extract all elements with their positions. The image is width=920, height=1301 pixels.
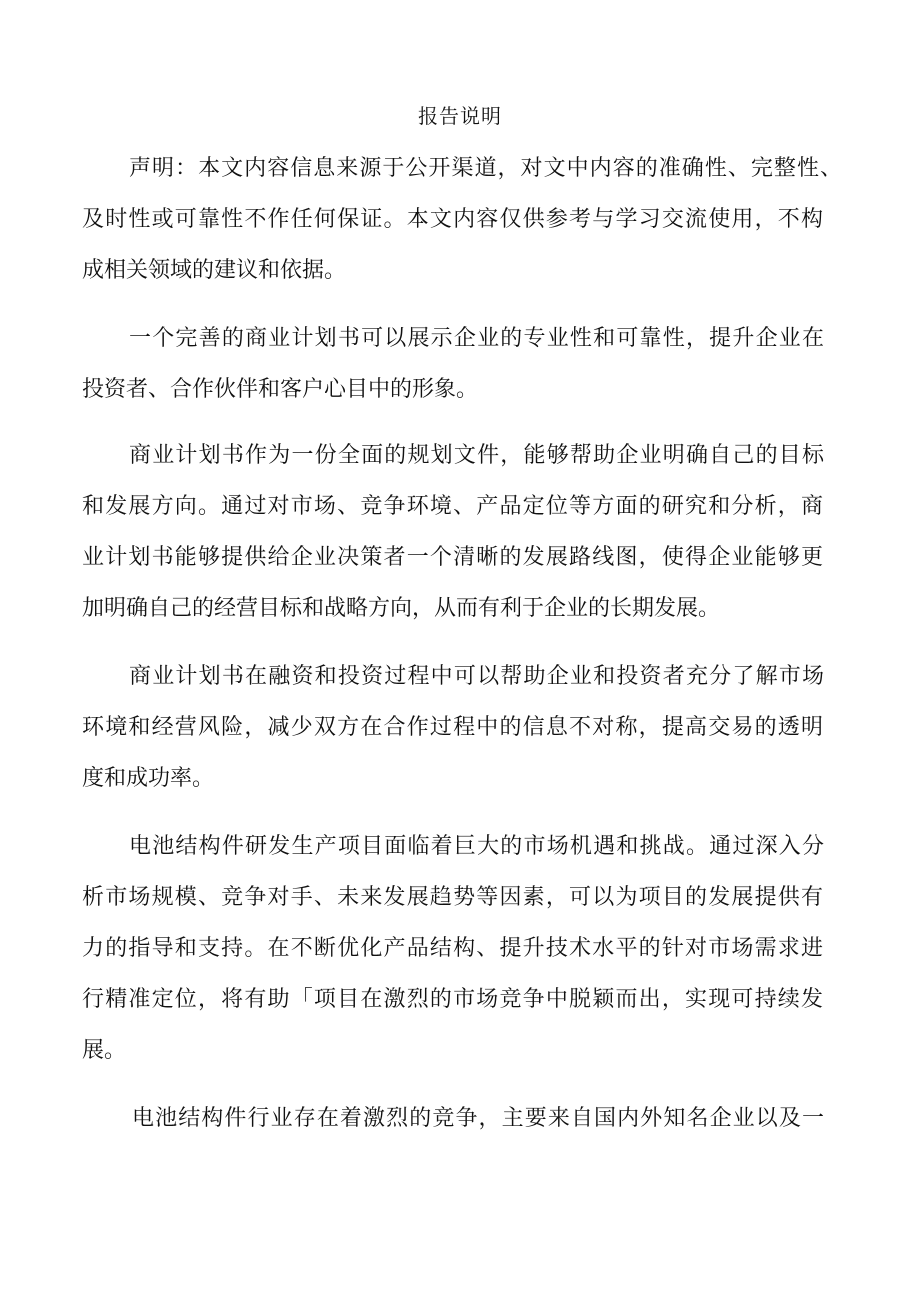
text-line: 投资者、合作伙伴和客户心目中的形象。	[82, 377, 479, 402]
text-line: 声明：本文内容信息来源于公开渠道，对文中内容的准确性、完整性、	[129, 156, 842, 181]
text-line: 环境和经营风险，减少双方在合作过程中的信息不对称，提高交易的透明	[82, 715, 823, 740]
text-line: 一个完善的商业计划书可以展示企业的专业性和可靠性，提升企业在	[129, 326, 824, 351]
text-line: 成相关领域的建议和依据。	[82, 258, 347, 283]
text-line: 电池结构件研发生产项目面临着巨大的市场机遇和挑战。通过深入分	[129, 834, 824, 859]
text-line: 业计划书能够提供给企业决策者一个清晰的发展路线图，使得企业能够更	[82, 545, 823, 570]
paragraph-competition	[82, 1102, 842, 1135]
text-line: 和发展方向。通过对市场、竞争环境、产品定位等方面的研究和分析，商	[82, 494, 823, 519]
text-line: 展。	[82, 1038, 127, 1063]
text-line: 及时性或可靠性不作任何保证。本文内容仅供参考与学习交流使用，不构	[82, 207, 823, 232]
text-line: 电池结构件行业存在着激烈的竞争，主要来自国内外知名企业以及一	[132, 1106, 824, 1131]
paragraph-plan-image	[82, 322, 842, 402]
document-title: 报告说明	[418, 104, 502, 128]
text-line: 商业计划书在融资和投资过程中可以帮助企业和投资者充分了解市场	[129, 664, 824, 689]
text-line: 商业计划书作为一份全面的规划文件，能够帮助企业明确自己的目标	[129, 443, 824, 468]
text-line: 力的指导和支持。在不断优化产品结构、提升技术水平的针对市场需求进	[82, 936, 823, 961]
paragraph-disclaimer	[82, 152, 842, 283]
paragraph-plan-direction	[82, 439, 842, 621]
text-line: 行精准定位，将有助「项目在激烈的市场竞争中脱颖而出，实现可持续发	[82, 987, 823, 1012]
text-line: 析市场规模、竞争对手、未来发展趋势等因素，可以为项目的发展提供有	[82, 885, 823, 910]
paragraph-financing	[82, 660, 842, 791]
paragraph-project-opportunity	[82, 830, 842, 1063]
text-line: 度和成功率。	[82, 766, 215, 791]
text-line: 加明确自己的经营目标和战略方向，从而有利于企业的长期发展。	[82, 596, 721, 621]
